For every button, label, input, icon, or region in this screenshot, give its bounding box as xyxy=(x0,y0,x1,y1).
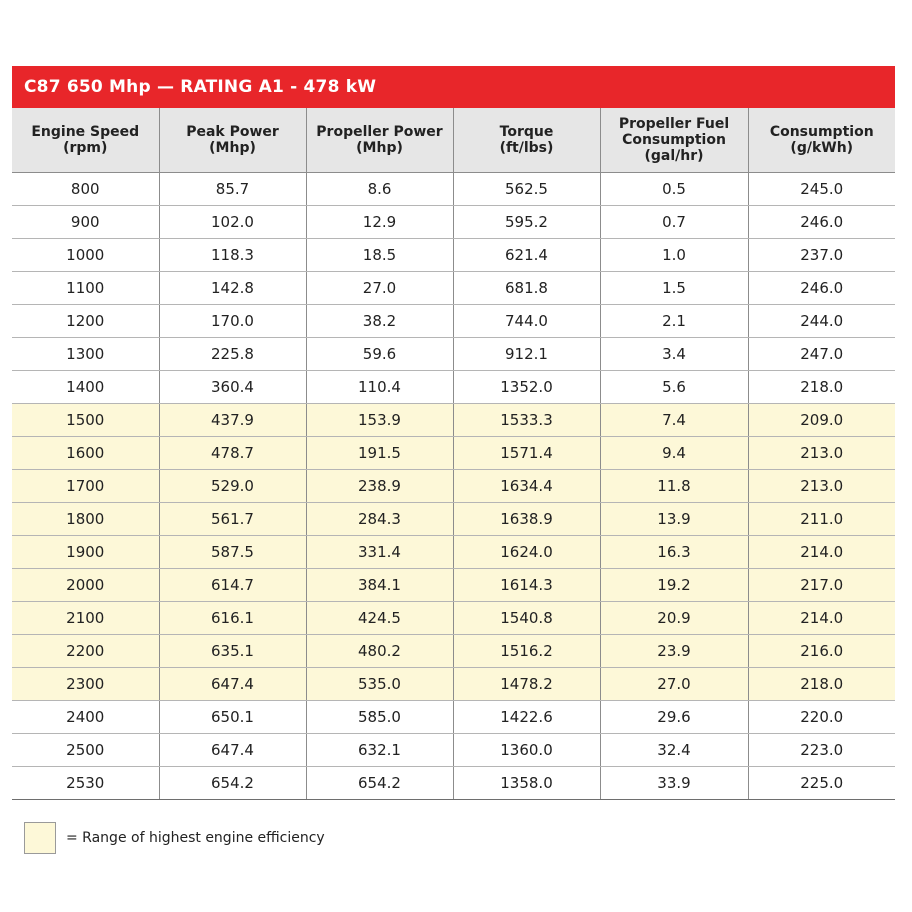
cell-torque: 595.2 xyxy=(453,206,600,239)
cell-torque: 1358.0 xyxy=(453,767,600,800)
cell-propeller-fuel: 19.2 xyxy=(600,569,748,602)
cell-engine-speed: 1500 xyxy=(12,404,159,437)
cell-propeller-fuel: 3.4 xyxy=(600,338,748,371)
cell-propeller-power: 110.4 xyxy=(306,371,453,404)
table-row xyxy=(12,239,895,272)
cell-engine-speed: 2300 xyxy=(12,668,159,701)
cell-torque: 1422.6 xyxy=(453,701,600,734)
table-row xyxy=(12,338,895,371)
cell-consumption: 213.0 xyxy=(748,470,895,503)
table-row xyxy=(12,173,895,206)
table-row xyxy=(12,536,895,569)
cell-propeller-fuel: 0.5 xyxy=(600,173,748,206)
cell-engine-speed: 800 xyxy=(12,173,159,206)
cell-consumption: 223.0 xyxy=(748,734,895,767)
cell-propeller-fuel: 1.5 xyxy=(600,272,748,305)
cell-consumption: 247.0 xyxy=(748,338,895,371)
cell-propeller-power: 12.9 xyxy=(306,206,453,239)
cell-peak-power: 102.0 xyxy=(159,206,306,239)
cell-torque: 1478.2 xyxy=(453,668,600,701)
cell-peak-power: 647.4 xyxy=(159,668,306,701)
legend-text: = Range of highest engine efficiency xyxy=(66,830,325,846)
cell-peak-power: 85.7 xyxy=(159,173,306,206)
header-line: Peak Power xyxy=(186,124,279,140)
cell-peak-power: 614.7 xyxy=(159,569,306,602)
cell-engine-speed: 1800 xyxy=(12,503,159,536)
cell-torque: 1516.2 xyxy=(453,635,600,668)
cell-engine-speed: 1700 xyxy=(12,470,159,503)
header-line: (g/kWh) xyxy=(790,140,854,156)
cell-engine-speed: 1100 xyxy=(12,272,159,305)
cell-peak-power: 654.2 xyxy=(159,767,306,800)
cell-propeller-fuel: 13.9 xyxy=(600,503,748,536)
cell-engine-speed: 2500 xyxy=(12,734,159,767)
cell-propeller-fuel: 1.0 xyxy=(600,239,748,272)
table-row xyxy=(12,734,895,767)
cell-propeller-fuel: 32.4 xyxy=(600,734,748,767)
table-row xyxy=(12,437,895,470)
legend-swatch xyxy=(24,822,56,854)
cell-consumption: 246.0 xyxy=(748,272,895,305)
cell-propeller-power: 654.2 xyxy=(306,767,453,800)
cell-consumption: 246.0 xyxy=(748,206,895,239)
table-row xyxy=(12,569,895,602)
cell-propeller-power: 284.3 xyxy=(306,503,453,536)
cell-torque: 1533.3 xyxy=(453,404,600,437)
table-row xyxy=(12,668,895,701)
cell-peak-power: 587.5 xyxy=(159,536,306,569)
cell-torque: 1634.4 xyxy=(453,470,600,503)
cell-propeller-power: 480.2 xyxy=(306,635,453,668)
cell-propeller-power: 535.0 xyxy=(306,668,453,701)
header-propeller-power xyxy=(306,108,453,173)
cell-peak-power: 635.1 xyxy=(159,635,306,668)
header-line: (Mhp) xyxy=(209,140,256,156)
header-line: (gal/hr) xyxy=(644,148,704,164)
cell-peak-power: 529.0 xyxy=(159,470,306,503)
cell-propeller-power: 424.5 xyxy=(306,602,453,635)
cell-peak-power: 561.7 xyxy=(159,503,306,536)
cell-consumption: 214.0 xyxy=(748,536,895,569)
cell-propeller-fuel: 29.6 xyxy=(600,701,748,734)
cell-propeller-power: 38.2 xyxy=(306,305,453,338)
cell-torque: 744.0 xyxy=(453,305,600,338)
cell-propeller-fuel: 11.8 xyxy=(600,470,748,503)
header-peak-power xyxy=(159,108,306,173)
cell-consumption: 244.0 xyxy=(748,305,895,338)
cell-engine-speed: 2200 xyxy=(12,635,159,668)
cell-peak-power: 360.4 xyxy=(159,371,306,404)
cell-engine-speed: 1000 xyxy=(12,239,159,272)
cell-consumption: 213.0 xyxy=(748,437,895,470)
cell-engine-speed: 1600 xyxy=(12,437,159,470)
table-row xyxy=(12,503,895,536)
cell-peak-power: 437.9 xyxy=(159,404,306,437)
header-line: Propeller Power xyxy=(316,124,443,140)
cell-consumption: 218.0 xyxy=(748,371,895,404)
cell-propeller-fuel: 7.4 xyxy=(600,404,748,437)
table-row xyxy=(12,602,895,635)
header-row xyxy=(12,108,895,173)
cell-peak-power: 225.8 xyxy=(159,338,306,371)
cell-torque: 1624.0 xyxy=(453,536,600,569)
header-engine-speed xyxy=(12,108,159,173)
header-line: Torque xyxy=(499,124,554,140)
table-row xyxy=(12,767,895,800)
cell-engine-speed: 2000 xyxy=(12,569,159,602)
header-torque xyxy=(453,108,600,173)
table-row xyxy=(12,305,895,338)
header-line: (rpm) xyxy=(63,140,108,156)
cell-torque: 1638.9 xyxy=(453,503,600,536)
cell-peak-power: 118.3 xyxy=(159,239,306,272)
cell-propeller-power: 18.5 xyxy=(306,239,453,272)
cell-propeller-power: 632.1 xyxy=(306,734,453,767)
cell-propeller-power: 191.5 xyxy=(306,437,453,470)
cell-torque: 621.4 xyxy=(453,239,600,272)
cell-propeller-power: 384.1 xyxy=(306,569,453,602)
cell-engine-speed: 2400 xyxy=(12,701,159,734)
cell-torque: 1571.4 xyxy=(453,437,600,470)
header-line: Consumption xyxy=(622,132,726,148)
cell-torque: 1352.0 xyxy=(453,371,600,404)
cell-peak-power: 650.1 xyxy=(159,701,306,734)
cell-consumption: 217.0 xyxy=(748,569,895,602)
rating-table xyxy=(12,108,895,800)
cell-propeller-fuel: 9.4 xyxy=(600,437,748,470)
cell-torque: 1540.8 xyxy=(453,602,600,635)
cell-propeller-fuel: 33.9 xyxy=(600,767,748,800)
cell-propeller-fuel: 0.7 xyxy=(600,206,748,239)
cell-engine-speed: 1400 xyxy=(12,371,159,404)
cell-consumption: 209.0 xyxy=(748,404,895,437)
table-row xyxy=(12,206,895,239)
table-row xyxy=(12,635,895,668)
cell-propeller-power: 331.4 xyxy=(306,536,453,569)
cell-consumption: 225.0 xyxy=(748,767,895,800)
cell-peak-power: 616.1 xyxy=(159,602,306,635)
cell-consumption: 237.0 xyxy=(748,239,895,272)
table-title: C87 650 Mhp — RATING A1 - 478 kW xyxy=(12,66,895,108)
table-row xyxy=(12,470,895,503)
cell-consumption: 245.0 xyxy=(748,173,895,206)
cell-engine-speed: 2100 xyxy=(12,602,159,635)
cell-propeller-power: 238.9 xyxy=(306,470,453,503)
cell-propeller-power: 585.0 xyxy=(306,701,453,734)
cell-consumption: 216.0 xyxy=(748,635,895,668)
cell-consumption: 214.0 xyxy=(748,602,895,635)
table-row xyxy=(12,404,895,437)
header-line: Propeller Fuel xyxy=(618,116,730,132)
cell-torque: 562.5 xyxy=(453,173,600,206)
header-line: (ft/lbs) xyxy=(499,140,554,156)
table-body xyxy=(12,173,895,800)
table-row xyxy=(12,371,895,404)
header-propeller-fuel-consumption xyxy=(600,108,748,173)
table-row xyxy=(12,701,895,734)
cell-peak-power: 647.4 xyxy=(159,734,306,767)
cell-torque: 1360.0 xyxy=(453,734,600,767)
cell-torque: 681.8 xyxy=(453,272,600,305)
cell-propeller-fuel: 20.9 xyxy=(600,602,748,635)
cell-consumption: 220.0 xyxy=(748,701,895,734)
cell-engine-speed: 900 xyxy=(12,206,159,239)
cell-engine-speed: 1300 xyxy=(12,338,159,371)
cell-torque: 1614.3 xyxy=(453,569,600,602)
cell-engine-speed: 1900 xyxy=(12,536,159,569)
cell-propeller-power: 8.6 xyxy=(306,173,453,206)
header-line: Engine Speed xyxy=(31,124,140,140)
cell-consumption: 211.0 xyxy=(748,503,895,536)
table-row xyxy=(12,272,895,305)
cell-propeller-fuel: 27.0 xyxy=(600,668,748,701)
legend xyxy=(24,821,325,855)
cell-propeller-power: 27.0 xyxy=(306,272,453,305)
cell-consumption: 218.0 xyxy=(748,668,895,701)
cell-peak-power: 142.8 xyxy=(159,272,306,305)
rating-sheet xyxy=(12,66,895,800)
cell-torque: 912.1 xyxy=(453,338,600,371)
header-line: (Mhp) xyxy=(356,140,403,156)
header-consumption xyxy=(748,108,895,173)
cell-propeller-fuel: 23.9 xyxy=(600,635,748,668)
header-line: Consumption xyxy=(769,124,874,140)
cell-engine-speed: 1200 xyxy=(12,305,159,338)
cell-propeller-power: 59.6 xyxy=(306,338,453,371)
cell-peak-power: 170.0 xyxy=(159,305,306,338)
cell-propeller-fuel: 5.6 xyxy=(600,371,748,404)
cell-propeller-fuel: 2.1 xyxy=(600,305,748,338)
cell-peak-power: 478.7 xyxy=(159,437,306,470)
cell-propeller-power: 153.9 xyxy=(306,404,453,437)
cell-engine-speed: 2530 xyxy=(12,767,159,800)
cell-propeller-fuel: 16.3 xyxy=(600,536,748,569)
